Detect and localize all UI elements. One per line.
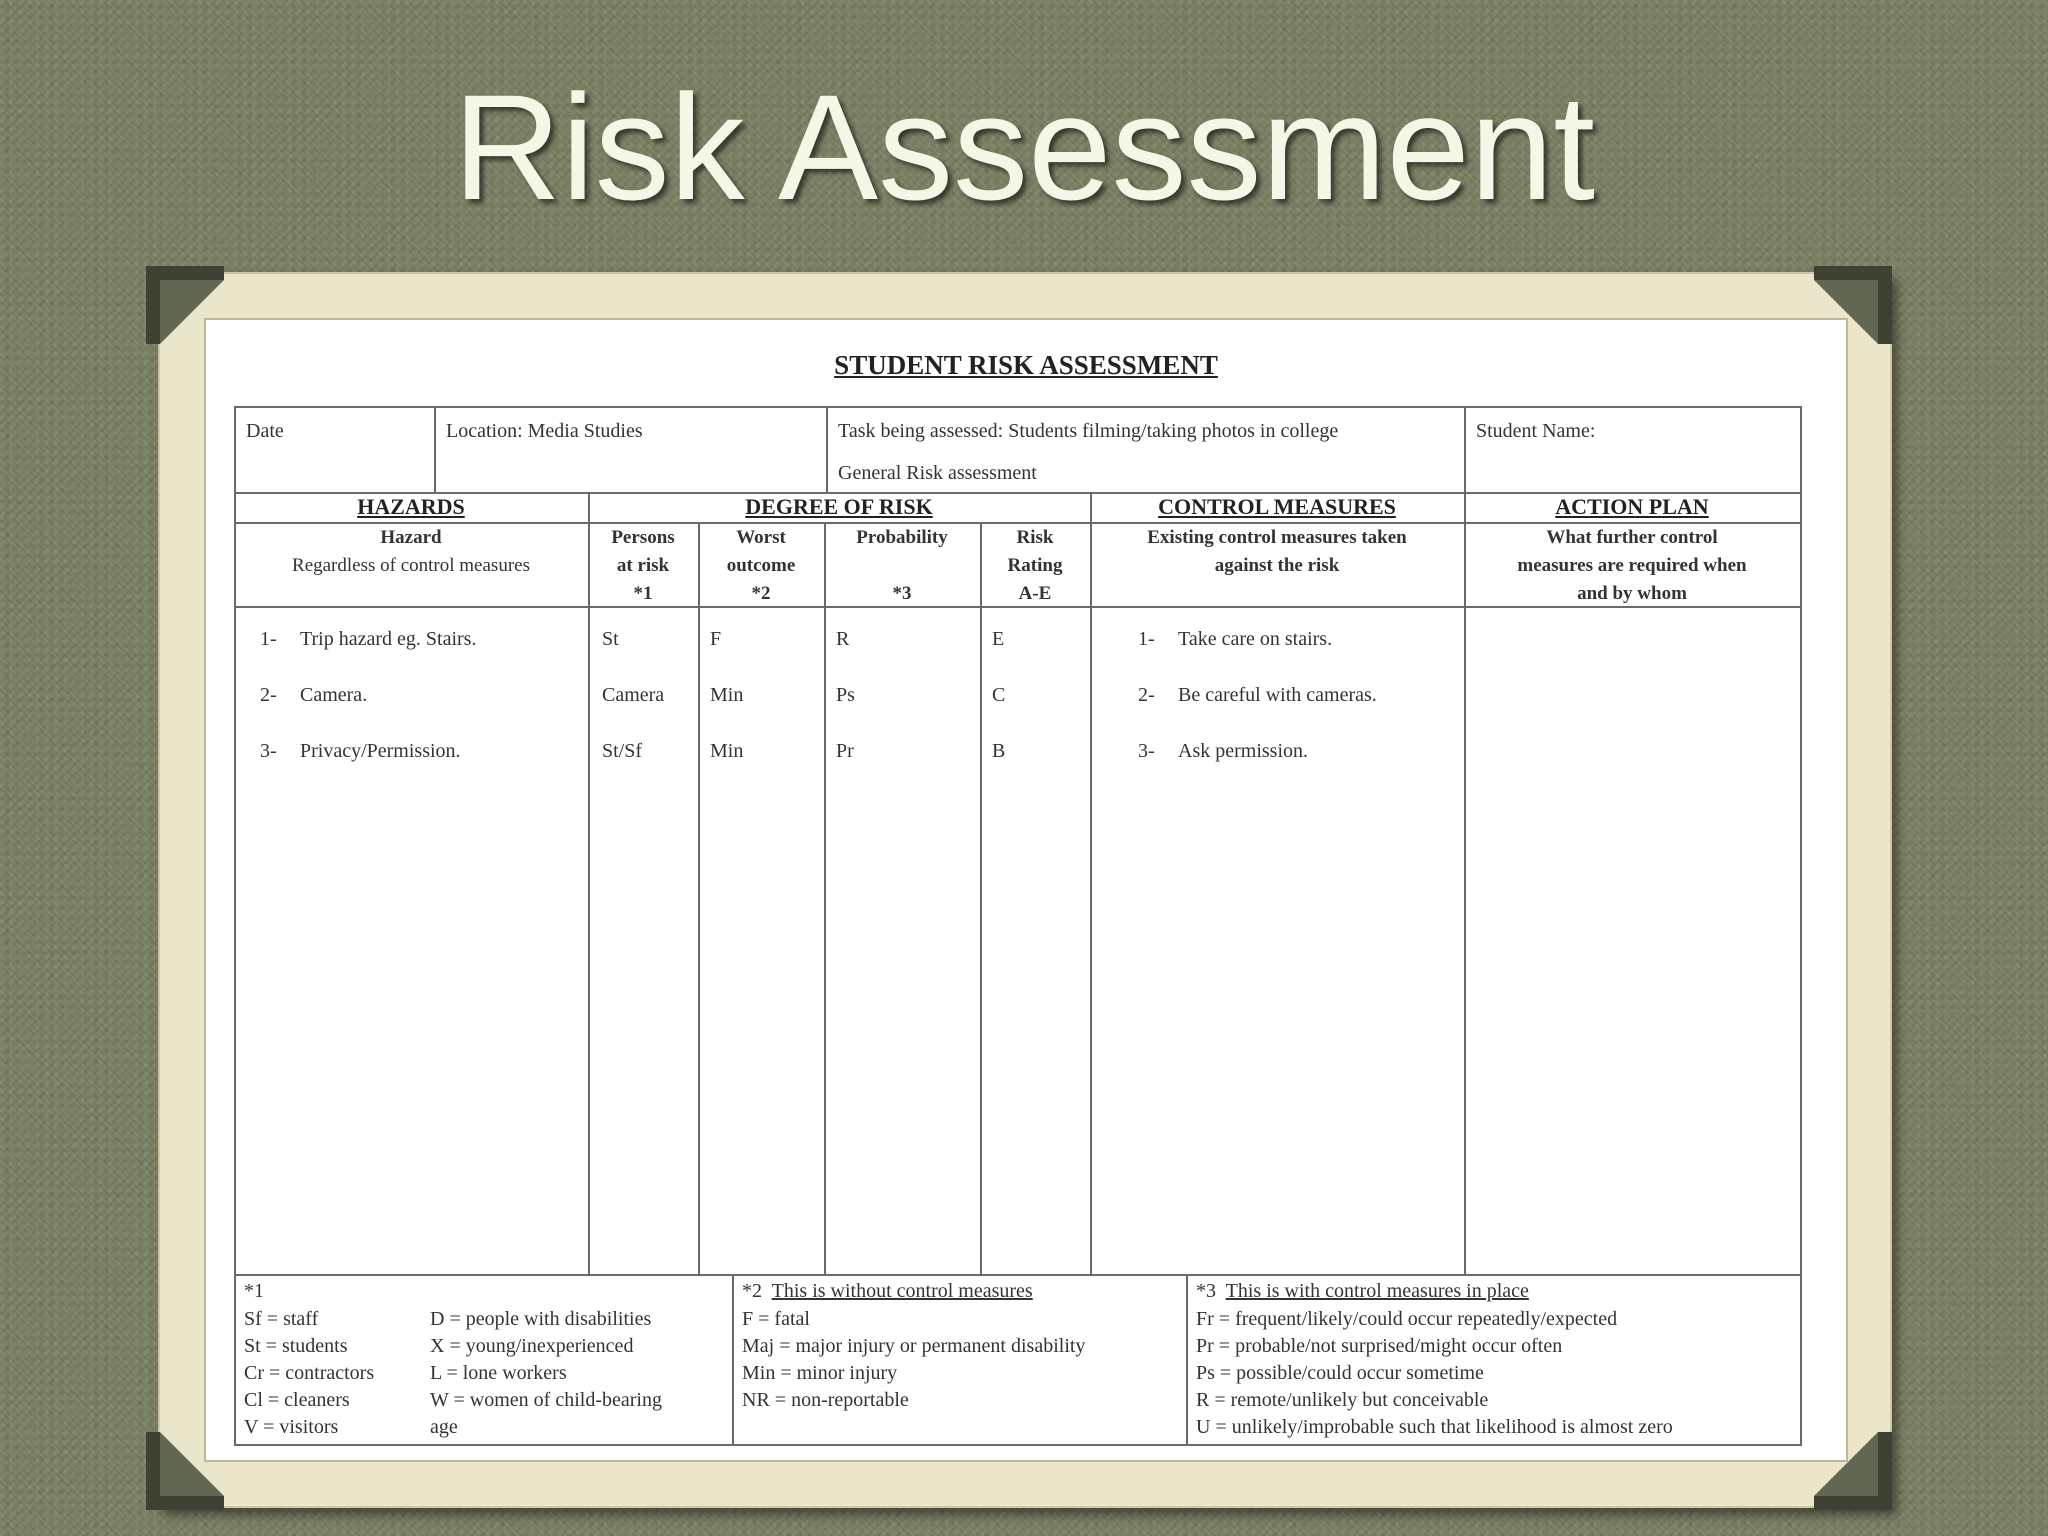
section-action-plan: ACTION PLAN bbox=[1555, 494, 1709, 519]
section-hazards: HAZARDS bbox=[357, 494, 465, 519]
header-persons-line1: Persons bbox=[611, 527, 675, 548]
header-hazard-sub: Regardless of control measures bbox=[292, 555, 530, 576]
header-persons-at-risk bbox=[588, 524, 698, 608]
footnote-3-item: R = remote/unlikely but conceivable bbox=[1196, 1389, 1489, 1411]
control-number: 2- bbox=[1138, 684, 1155, 706]
header-worst-line1: Worst bbox=[736, 527, 786, 548]
footnote-2-heading bbox=[742, 1278, 1033, 1304]
persons-cell: St bbox=[602, 628, 619, 650]
footnote-3-item: Pr = probable/not surprised/might occur often bbox=[1196, 1335, 1563, 1357]
footnote-1-item: Cr = contractors bbox=[244, 1362, 375, 1384]
frame-corner-icon bbox=[146, 1432, 224, 1510]
footnote-1-item: Sf = staff bbox=[244, 1308, 319, 1330]
slide-title: Risk Assessment bbox=[453, 63, 1595, 231]
footnote-3-item: Fr = frequent/likely/could occur repeatedly/expected bbox=[1196, 1308, 1618, 1330]
footnote-2-item: Min = minor injury bbox=[742, 1362, 898, 1384]
header-rating-line1: Risk bbox=[1016, 527, 1054, 548]
header-persons-line3: *1 bbox=[633, 583, 653, 604]
student-name-label: Student Name: bbox=[1476, 420, 1596, 442]
footnote-2-marker: *2 bbox=[742, 1280, 762, 1302]
general-risk-label: General Risk assessment bbox=[838, 462, 1037, 484]
footnote-3-item: Ps = possible/could occur sometime bbox=[1196, 1362, 1484, 1384]
footnote-1-item: Cl = cleaners bbox=[244, 1389, 350, 1411]
rating-cell: B bbox=[992, 740, 1006, 762]
header-hazard bbox=[234, 524, 588, 580]
footnote-3-heading bbox=[1196, 1278, 1529, 1304]
footnote-1-item: age bbox=[430, 1416, 458, 1438]
rating-cell: C bbox=[992, 684, 1006, 706]
date-label: Date bbox=[246, 420, 284, 442]
probability-cell: R bbox=[836, 628, 850, 650]
header-action-line3: and by whom bbox=[1577, 583, 1687, 604]
rating-cell: E bbox=[992, 628, 1005, 650]
footnote-2-title: This is without control measures bbox=[771, 1280, 1033, 1302]
footnote-1-marker: *1 bbox=[244, 1280, 264, 1302]
worst-cell: F bbox=[710, 628, 722, 650]
section-control-measures: CONTROL MEASURES bbox=[1158, 494, 1396, 519]
hazard-number: 3- bbox=[260, 740, 277, 762]
header-existing-controls bbox=[1090, 524, 1464, 580]
section-degree-of-risk: DEGREE OF RISK bbox=[745, 494, 933, 519]
header-hazard-title: Hazard bbox=[380, 527, 442, 548]
footnote-3-title: This is with control measures in place bbox=[1225, 1280, 1529, 1302]
footnote-3-item: U = unlikely/improbable such that likelihood is almost zero bbox=[1196, 1416, 1673, 1438]
header-worst-line2: outcome bbox=[726, 555, 796, 576]
header-control-line2: against the risk bbox=[1214, 555, 1340, 576]
footnote-2-item: NR = non-reportable bbox=[742, 1389, 909, 1411]
location-label: Location: Media Studies bbox=[446, 420, 643, 442]
control-number: 3- bbox=[1138, 740, 1155, 762]
worst-cell: Min bbox=[710, 740, 744, 762]
probability-cell: Pr bbox=[836, 740, 854, 762]
worst-cell: Min bbox=[710, 684, 744, 706]
header-worst-line3: *2 bbox=[751, 583, 771, 604]
header-persons-line2: at risk bbox=[616, 555, 670, 576]
control-cell: Take care on stairs. bbox=[1178, 628, 1333, 650]
hazard-cell: Privacy/Permission. bbox=[300, 740, 461, 762]
header-worst-outcome bbox=[698, 524, 824, 608]
header-probability bbox=[824, 524, 980, 608]
header-control-line1: Existing control measures taken bbox=[1147, 527, 1407, 548]
form-title: STUDENT RISK ASSESSMENT bbox=[834, 350, 1218, 380]
header-action-line2: measures are required when bbox=[1517, 555, 1747, 576]
footnote-1-item: St = students bbox=[244, 1335, 348, 1357]
persons-cell: St/Sf bbox=[602, 740, 643, 762]
persons-cell: Camera bbox=[602, 684, 665, 706]
picture-frame bbox=[158, 272, 1892, 1508]
footnote-2-item: F = fatal bbox=[742, 1308, 810, 1330]
footnote-1-item: X = young/inexperienced bbox=[430, 1335, 634, 1357]
footnote-3-marker: *3 bbox=[1196, 1280, 1216, 1302]
footnote-2-item: Maj = major injury or permanent disability bbox=[742, 1335, 1086, 1357]
risk-assessment-form bbox=[204, 318, 1848, 1462]
footnote-1-item: W = women of child-bearing bbox=[430, 1389, 662, 1411]
header-prob-line1: Probability bbox=[856, 527, 948, 548]
control-cell: Be careful with cameras. bbox=[1178, 684, 1377, 706]
frame-corner-icon bbox=[146, 266, 224, 344]
frame-corner-icon bbox=[1814, 266, 1892, 344]
footnote-1-item: L = lone workers bbox=[430, 1362, 567, 1384]
header-rating-line2: Rating bbox=[1007, 555, 1063, 576]
frame-corner-icon bbox=[1814, 1432, 1892, 1510]
hazard-cell: Trip hazard eg. Stairs. bbox=[300, 628, 477, 650]
task-label: Task being assessed: Students filming/taking photos in college bbox=[838, 420, 1339, 442]
header-further-controls bbox=[1464, 524, 1800, 608]
header-action-line1: What further control bbox=[1546, 527, 1718, 548]
footnote-1-item: V = visitors bbox=[244, 1416, 339, 1438]
header-risk-rating bbox=[980, 524, 1090, 608]
header-prob-line3: *3 bbox=[892, 583, 912, 604]
hazard-cell: Camera. bbox=[300, 684, 368, 706]
hazard-number: 1- bbox=[260, 628, 277, 650]
header-rating-line3: A-E bbox=[1018, 583, 1052, 604]
probability-cell: Ps bbox=[836, 684, 855, 706]
control-cell: Ask permission. bbox=[1178, 740, 1308, 762]
control-number: 1- bbox=[1138, 628, 1155, 650]
hazard-number: 2- bbox=[260, 684, 277, 706]
footnote-1-item: D = people with disabilities bbox=[430, 1308, 652, 1330]
